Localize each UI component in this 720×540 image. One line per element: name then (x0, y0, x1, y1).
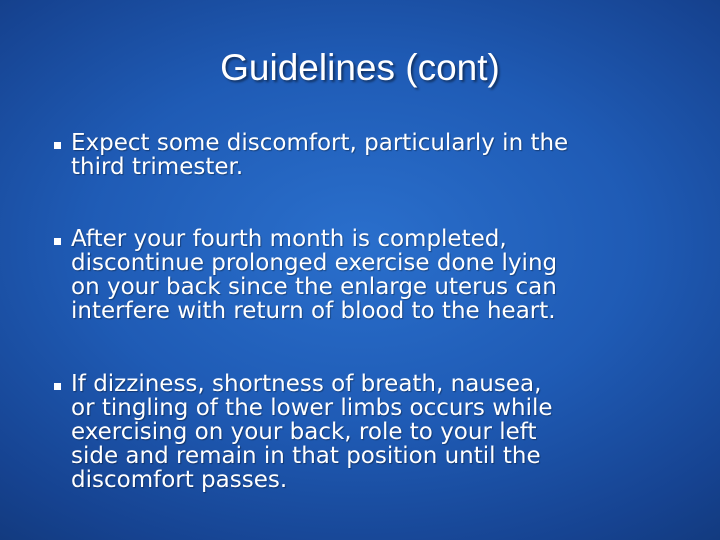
square-bullet-icon (54, 383, 61, 390)
bullet-text: After your fourth month is completed, discontinue prolonged exercise done lying on your back since the enlarge uterus can interfere with return of blood to the heart. (71, 226, 558, 324)
bullet-text: Expect some discomfort, particularly in the third trimester. (71, 130, 569, 180)
bullet-text: If dizziness, shortness of breath, nausea, or tingling of the lower limbs occurs while exercising on your back, role to your left side and remain in that position until the discomfort passes. (71, 371, 553, 493)
slide-title: Guidelines (cont) (220, 47, 500, 88)
square-bullet-icon (54, 142, 61, 149)
square-bullet-icon (54, 238, 61, 245)
